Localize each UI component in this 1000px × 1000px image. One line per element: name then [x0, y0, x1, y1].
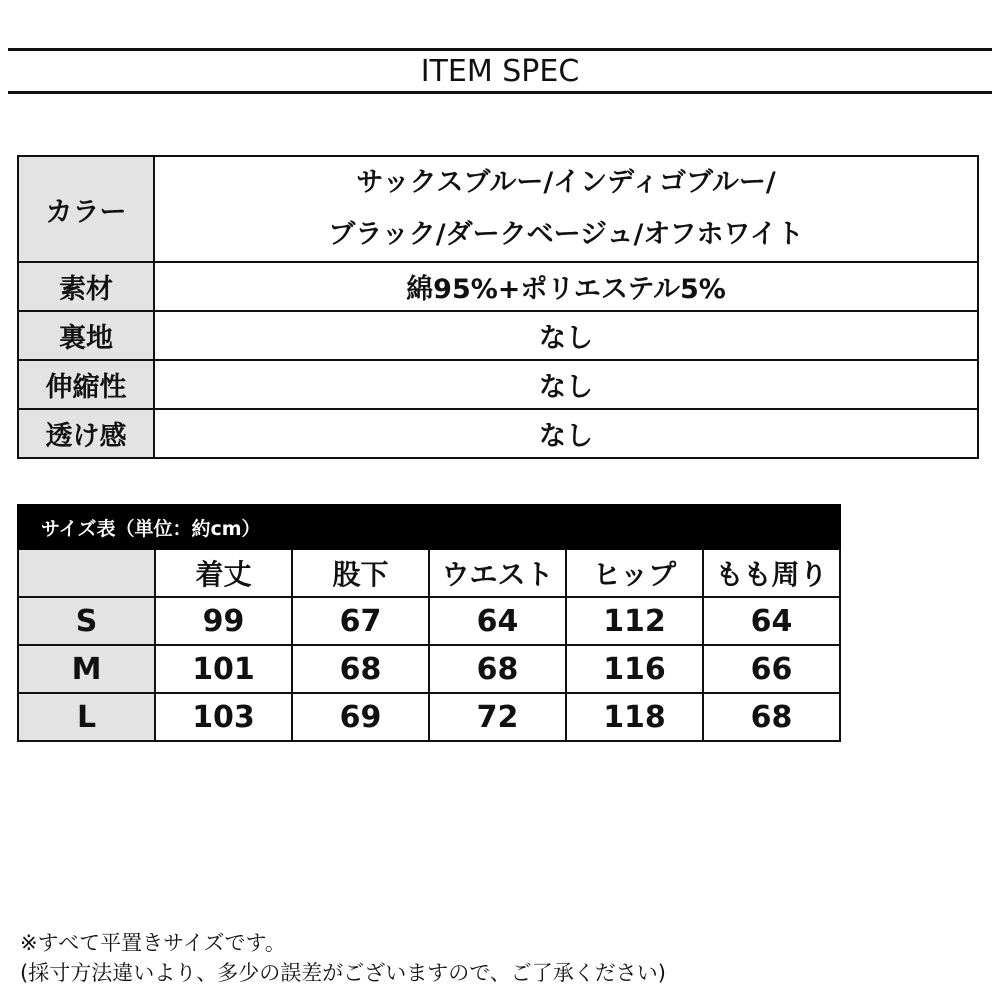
size-m-thigh: 66 — [703, 645, 840, 693]
size-col-inseam: 股下 — [292, 549, 429, 597]
size-m-waist: 68 — [429, 645, 566, 693]
size-table-corner-cell — [18, 549, 155, 597]
size-table — [17, 504, 841, 742]
spec-sheer-value: なし — [154, 409, 978, 458]
spec-sheer-label: 透け感 — [18, 409, 154, 458]
spec-color-value — [154, 156, 978, 262]
spec-row-sheer — [18, 409, 978, 458]
size-table-title-row — [18, 505, 840, 549]
size-label-s: S — [18, 597, 155, 645]
spec-row-stretch — [18, 360, 978, 409]
size-label-l: L — [18, 693, 155, 741]
spec-material-label: 素材 — [18, 262, 154, 311]
title-top-rule — [8, 48, 992, 51]
spec-row-lining — [18, 311, 978, 360]
page-title: ITEM SPEC — [420, 54, 580, 89]
size-row-l — [18, 693, 840, 741]
size-col-hip: ヒップ — [566, 549, 703, 597]
size-m-length: 101 — [155, 645, 292, 693]
size-l-hip: 118 — [566, 693, 703, 741]
size-table-header-row — [18, 549, 840, 597]
title-bottom-rule — [8, 91, 992, 94]
size-s-thigh: 64 — [703, 597, 840, 645]
spec-color-label: カラー — [18, 156, 154, 262]
spec-row-material — [18, 262, 978, 311]
spec-material-value: 綿95%+ポリエステル5% — [154, 262, 978, 311]
spec-table — [17, 155, 979, 459]
size-table-title: サイズ表（単位：約cm） — [18, 505, 840, 549]
size-l-length: 103 — [155, 693, 292, 741]
spec-color-line1: サックスブルー/インディゴブルー/ — [356, 167, 776, 198]
size-row-s — [18, 597, 840, 645]
size-m-inseam: 68 — [292, 645, 429, 693]
size-s-inseam: 67 — [292, 597, 429, 645]
spec-stretch-label: 伸縮性 — [18, 360, 154, 409]
note-measurement-error: (採寸方法違いより、多少の誤差がございますので、ご了承ください) — [20, 961, 666, 985]
size-s-length: 99 — [155, 597, 292, 645]
size-l-waist: 72 — [429, 693, 566, 741]
note-flat-measure: ※すべて平置きサイズです。 — [20, 931, 286, 955]
size-s-waist: 64 — [429, 597, 566, 645]
spec-lining-value: なし — [154, 311, 978, 360]
spec-lining-label: 裏地 — [18, 311, 154, 360]
size-s-hip: 112 — [566, 597, 703, 645]
size-l-inseam: 69 — [292, 693, 429, 741]
size-col-thigh: もも周り — [703, 549, 840, 597]
spec-color-line2: ブラック/ダークベージュ/オフホワイト — [328, 219, 804, 250]
spec-stretch-value: なし — [154, 360, 978, 409]
size-m-hip: 116 — [566, 645, 703, 693]
size-label-m: M — [18, 645, 155, 693]
size-l-thigh: 68 — [703, 693, 840, 741]
size-col-waist: ウエスト — [429, 549, 566, 597]
size-col-length: 着丈 — [155, 549, 292, 597]
spec-row-color — [18, 156, 978, 262]
size-row-m — [18, 645, 840, 693]
